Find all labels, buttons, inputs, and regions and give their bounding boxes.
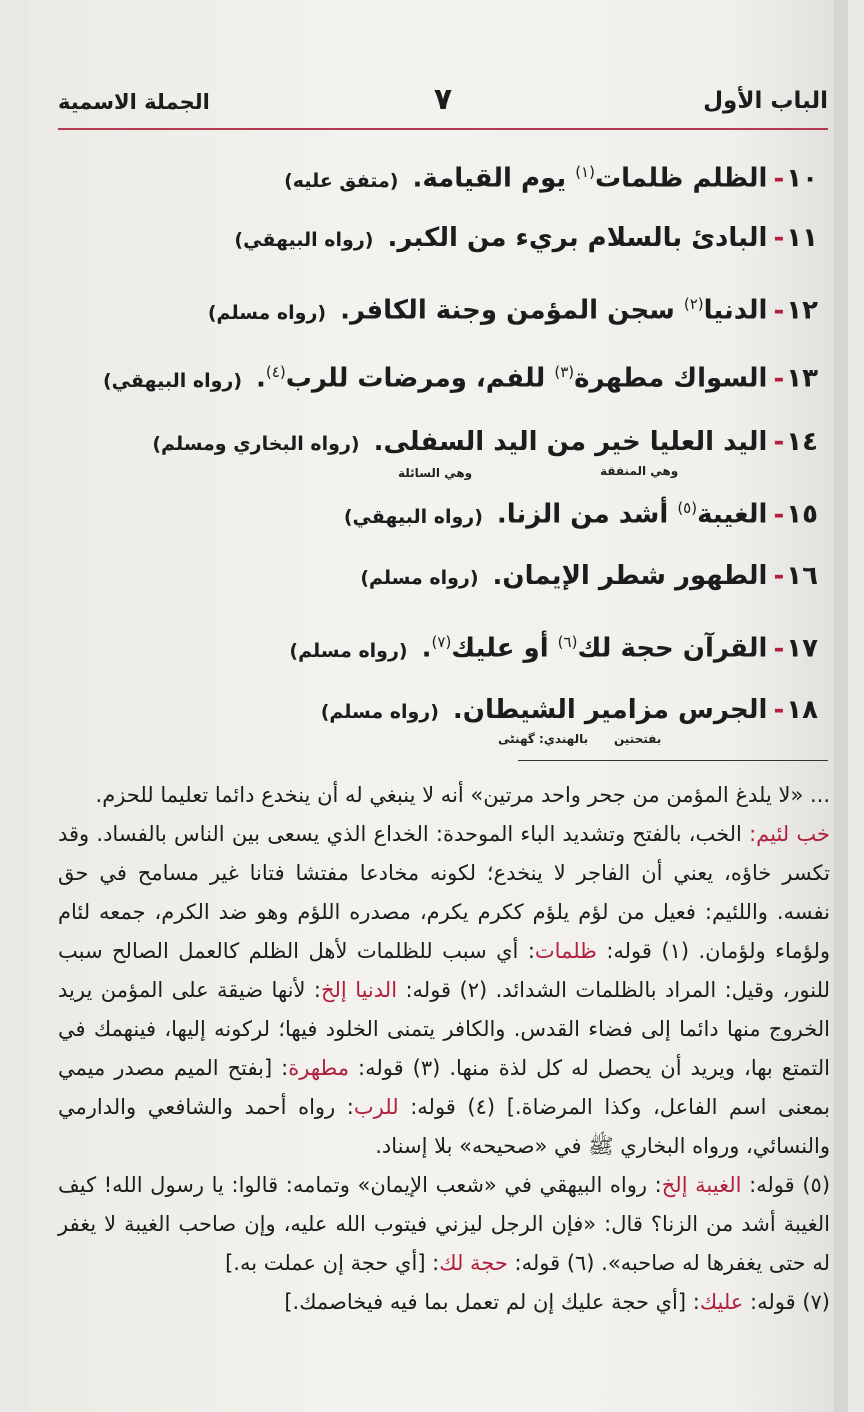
example-text: للفم، ومرضات للرب: [285, 363, 555, 394]
example-text: أو عليك: [451, 633, 558, 664]
page-number: ٧: [433, 82, 453, 117]
footnote-ref: (١): [575, 163, 595, 181]
footnote-text: : رواه أحمد والشافعي والدارمي والنسائي، ورواه البخاري ﷺ في «صحيحه» بلا إسناد.: [58, 1095, 830, 1158]
footnote-ref: (٦): [557, 633, 578, 651]
footnote-text: : [أي حجة إن عملت به.]: [225, 1251, 440, 1275]
example-text: البادئ بالسلام بريء من الكبر.: [387, 223, 768, 253]
example-number: ١٦: [786, 561, 818, 591]
footnote-paragraph: [58, 1283, 830, 1322]
footnote-keyword: الغيبة إلخ: [661, 1173, 742, 1197]
footnote-keyword: الدنيا إلخ: [320, 978, 398, 1002]
example-line: ١٥-الغيبة$^{(٥)}$ أشد من الزنا.(رواه البيهقي): [343, 499, 818, 530]
footnote-text: ... «لا يلدغ المؤمن من جحر واحد مرتين» أنه لا ينبغي له أن ينخدع دائما تعليما للحزم.: [95, 783, 830, 807]
example-line: ١٣-السواك مطهرة$^{(٣)}$ للفم، ومرضات للرب$^{(٤)}$.(رواه البيهقي): [102, 363, 818, 394]
footnote-text: : رواه البيهقي في «شعب الإيمان» وتمامه: قالوا: يا رسول الله! كيف الغيبة أشد من الزنا؟ قال: «فإن الرجل ليزني فيتوب الله عليه، وإن صاحب الغيبة لا يغفر له حتى يغفرها له صاحبه». (٦) قوله:: [58, 1173, 830, 1275]
example-text: الطهور شطر الإيمان.: [492, 561, 768, 591]
example-line: ١٤-اليد العليا خير من اليد السفلى.(رواه البخاري ومسلم): [152, 427, 818, 457]
hadith-source: (رواه مسلم): [360, 567, 479, 589]
example-text: السواك مطهرة: [574, 363, 768, 394]
hadith-source: (رواه مسلم): [207, 301, 327, 324]
example-text: أشد من الزنا.: [496, 499, 678, 530]
footnote-text: : لأنها ضيقة على المؤمن يريد الخروج منها دائما إلى فضاء القدس. والكافر يتمنى الخلود فيها؛ لركونه إليها، فينهمك في التمتع بها، ويريد أن يحصل له كل لذة منها. (٣) قوله:: [58, 978, 830, 1080]
hadith-source: (رواه البخاري ومسلم): [152, 433, 360, 455]
footnote-ref: (٣): [554, 363, 575, 381]
example-text: يوم القيامة.: [412, 163, 576, 194]
section-title: الجملة الاسمية: [58, 90, 210, 114]
gloss-upper-hand: وهي المنفقة: [600, 464, 679, 478]
example-number: ١٨: [786, 695, 818, 725]
hadith-source: (رواه البيهقي): [234, 229, 374, 251]
footnote-keyword: للرب: [353, 1095, 399, 1119]
example-line: ١٠-الظلم ظلمات$^{(١)}$ يوم القيامة.(متفق عليه): [284, 163, 818, 194]
gloss-bell-vowel: بفتحتين: [614, 732, 662, 746]
footnote-keyword: ظلمات: [534, 939, 597, 963]
example-number: ١٤: [786, 427, 818, 457]
example-line: ١١-البادئ بالسلام بريء من الكبر.(رواه البيهقي): [234, 223, 818, 253]
footnote-text: الخب، بالفتح وتشديد الباء الموحدة: الخداع الذي يسعى بين الناس بالفساد. وقد تكسر خاؤه، يعني أن الفاجر لا ينخدع؛ لكونه مخادعا مفتشا فتانا غير مسامح في حق نفسه. واللئيم: فعيل من لؤم يلؤم ككرم يكرم، مصدره اللؤم وهو ضد الكرم، جمعه لئام ولؤماء ولؤمان. (١) قوله:: [58, 822, 830, 963]
footnote-paragraph: [58, 1166, 830, 1283]
footnote-paragraph: [58, 776, 830, 815]
footnote-ref: (٤): [265, 363, 286, 381]
example-line: ١٧-القرآن حجة لك$^{(٦)}$ أو عليك$^{(٧)}$.(رواه مسلم): [289, 633, 818, 664]
example-number: ١٢: [786, 295, 818, 326]
footnote-separator: [518, 760, 828, 761]
footnote-text: : أي سبب للظلمات لأهل الظلم كالعمل الصالح سبب للنور، وقيل: المراد بالظلمات الشدائد. (٢) قوله:: [58, 939, 830, 1002]
example-number: ١٥: [786, 499, 818, 530]
example-text: .: [256, 363, 266, 394]
footnote-keyword: حجة لك: [439, 1251, 508, 1275]
footnote-keyword: مطهرة: [288, 1056, 350, 1080]
footnote-text: (٥) قوله:: [741, 1173, 831, 1197]
footnote-text: : [بفتح الميم مصدر ميمي بمعنى اسم الفاعل، وكذا المرضاة.] (٤) قوله:: [58, 1056, 830, 1119]
example-text: الدنيا: [703, 295, 768, 326]
hadith-source: (رواه مسلم): [320, 701, 439, 723]
footnote-text: : [أي حجة عليك إن لم تعمل بما فيه فيخاصمك.]: [284, 1290, 700, 1314]
example-number: ١٣: [786, 363, 818, 394]
example-text: القرآن حجة لك: [577, 633, 768, 664]
page-edge: [834, 0, 848, 1412]
header-rule: [58, 128, 828, 130]
chapter-title: الباب الأول: [703, 88, 828, 114]
hadith-source: (متفق عليه): [284, 169, 399, 192]
footnotes: [58, 776, 830, 1322]
footnote-keyword: خب لئيم:: [749, 822, 830, 846]
example-number: ١١: [786, 223, 818, 253]
footnote-ref: (٢): [683, 295, 704, 313]
footnote-ref: (٧): [431, 633, 452, 651]
hadith-source: (رواه البيهقي): [102, 369, 243, 392]
example-text: سجن المؤمن وجنة الكافر.: [340, 295, 684, 326]
footnote-keyword: عليك: [699, 1290, 744, 1314]
footnote-paragraph: [58, 815, 830, 1166]
hadith-source: (رواه البيهقي): [343, 505, 483, 528]
footnote-text: (٧) قوله:: [743, 1290, 830, 1314]
example-number: ١٠: [786, 163, 818, 194]
example-line: ١٨-الجرس مزامير الشيطان.(رواه مسلم): [320, 695, 818, 725]
gloss-lower-hand: وهي السائلة: [398, 466, 473, 480]
example-line: ١٦-الطهور شطر الإيمان.(رواه مسلم): [360, 561, 818, 591]
example-text: الظلم ظلمات: [594, 163, 768, 194]
hadith-source: (رواه مسلم): [289, 639, 408, 662]
example-number: ١٧: [786, 633, 818, 664]
gloss-bell-hindi: بالهندي: گھنٹی: [498, 732, 589, 746]
example-text: .: [421, 633, 432, 664]
footnote-ref: (٥): [677, 499, 698, 517]
example-text: اليد العليا خير من اليد السفلى.: [373, 427, 768, 457]
example-text: الجرس مزامير الشيطان.: [452, 695, 768, 725]
book-page: [28, 0, 848, 1412]
example-line: ١٢-الدنيا$^{(٢)}$ سجن المؤمن وجنة الكافر.(رواه مسلم): [207, 295, 818, 326]
example-text: الغيبة: [697, 499, 768, 530]
running-header: [58, 84, 828, 130]
